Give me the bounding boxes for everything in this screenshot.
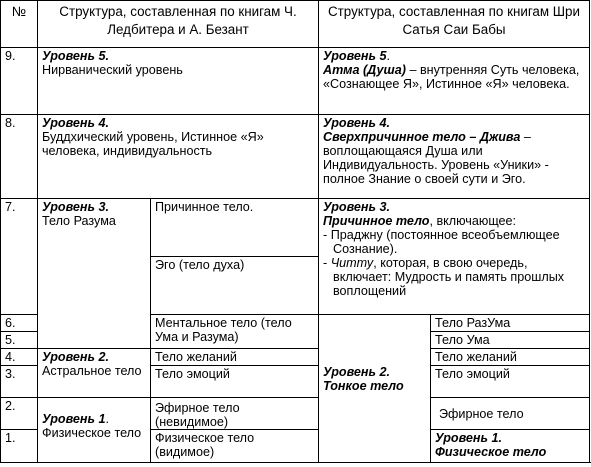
level-title-dot: . xyxy=(105,412,109,426)
cell-text: Эго (тело духа) xyxy=(155,258,245,272)
right-level-3 xyxy=(319,199,590,315)
term-causal-body: Причинное тело xyxy=(323,214,430,228)
list-item xyxy=(323,256,585,298)
row-number: 5. xyxy=(1,332,38,349)
level-title: Уровень 3. xyxy=(42,200,109,214)
row-number: 7. xyxy=(1,199,38,315)
list-item: - Праджну (постоянное всеобъемлющее Сознание). xyxy=(323,228,560,256)
list-item-text: , которая, в свою очередь, включает: Мудрость и память прошлых воплощений xyxy=(333,256,565,298)
table-row xyxy=(1,48,590,115)
level-description: Нирванический уровень xyxy=(42,63,183,77)
table-row xyxy=(1,349,590,366)
table-row xyxy=(1,398,590,430)
level-description: Астральное тело xyxy=(42,364,142,378)
physical-body-cell xyxy=(151,430,319,463)
left-level-4 xyxy=(38,115,319,199)
level-description: Физическое тело xyxy=(435,445,547,459)
header-leadbeater-besant: Структура, составленная по книгам Ч. Ледбитера и А. Безант xyxy=(38,1,319,48)
level-title: Уровень 1 xyxy=(42,412,106,426)
level-description: – воплощающаяся Душа или Индивидуальность. Уровень «Уники» - полное Знание о своей сути и Эго. xyxy=(323,130,549,186)
right-level-1 xyxy=(431,430,590,463)
row-number: 4. xyxy=(1,349,38,366)
row-number: 8. xyxy=(1,115,38,199)
table-row xyxy=(1,199,590,257)
level-description: Тело Разума xyxy=(42,214,116,228)
level-description: Физическое тело xyxy=(42,426,142,440)
table-row xyxy=(1,115,590,199)
level-description: Тонкое тело xyxy=(323,379,404,393)
desire-body-cell xyxy=(151,349,319,366)
level-description: Буддхический уровень, Истинное «Я» человека, индивидуальность xyxy=(42,130,264,158)
cell-text: Тело эмоций xyxy=(435,367,510,381)
cell-text: Ментальное тело (тело Ума и Разума) xyxy=(155,316,292,344)
etheric-body-right-cell xyxy=(431,398,590,430)
mind-body-cell xyxy=(431,332,590,349)
row-number: 6. xyxy=(1,315,38,332)
left-level-3 xyxy=(38,199,151,349)
cell-text: Тело желаний xyxy=(435,350,517,364)
list-bullet: - xyxy=(323,256,331,270)
right-level-5 xyxy=(319,48,590,115)
header-sai-baba: Структура, составленная по книгам Шри Сатья Саи Бабы xyxy=(319,1,590,48)
row-number: 2. xyxy=(1,398,38,430)
left-level-5 xyxy=(38,48,319,115)
level-title: Уровень 2. xyxy=(42,350,109,364)
left-level-2 xyxy=(38,349,151,398)
left-level-1 xyxy=(38,398,151,463)
level-title: Уровень 4. xyxy=(42,116,109,130)
desire-body-right-cell xyxy=(431,349,590,366)
header-num: № xyxy=(1,1,38,48)
reason-body-cell xyxy=(431,315,590,332)
cell-text: Тело эмоций xyxy=(155,367,230,381)
ego-body-cell xyxy=(151,257,319,315)
causal-body-cell xyxy=(151,199,319,257)
cell-text: Тело желаний xyxy=(155,350,237,364)
level-description: – внутренняя Суть человека, «Сознающее Я», Истинное «Я» человека. xyxy=(323,63,580,91)
cell-text: Тело Ума xyxy=(435,333,490,347)
level-title: Уровень 4. xyxy=(323,116,390,130)
level-description: , включающее: xyxy=(429,214,517,228)
center-level-2 xyxy=(319,315,431,463)
level-title: Уровень 5 xyxy=(323,49,387,63)
cell-text: Тело РазУма xyxy=(435,316,511,330)
row-number: 9. xyxy=(1,48,38,115)
term-jiva: Сверхпричинное тело – Джива xyxy=(323,130,521,144)
cell-text: Физическое тело (видимое) xyxy=(155,431,255,459)
level-title: Уровень 2. xyxy=(323,365,390,379)
emotion-body-cell xyxy=(151,366,319,398)
level-title: Уровень 1. xyxy=(435,431,502,445)
cell-text: Эфирное тело xyxy=(439,407,524,421)
level-title: Уровень 5. xyxy=(42,49,109,63)
row-number: 1. xyxy=(1,430,38,463)
level-title: Уровень 3. xyxy=(323,200,390,214)
cell-text: Эфирное тело (невидимое) xyxy=(155,401,240,429)
row-number: 3. xyxy=(1,366,38,398)
right-level-4 xyxy=(319,115,590,199)
level-title-dot: . xyxy=(386,49,390,63)
mental-body-cell xyxy=(151,315,319,349)
emotion-body-right-cell xyxy=(431,366,590,398)
term-chitta: Читту xyxy=(330,256,374,270)
cell-text: Причинное тело. xyxy=(155,200,254,214)
etheric-body-cell xyxy=(151,398,319,430)
term-atma: Атма (Душа) xyxy=(323,63,406,77)
header-row xyxy=(1,1,590,48)
